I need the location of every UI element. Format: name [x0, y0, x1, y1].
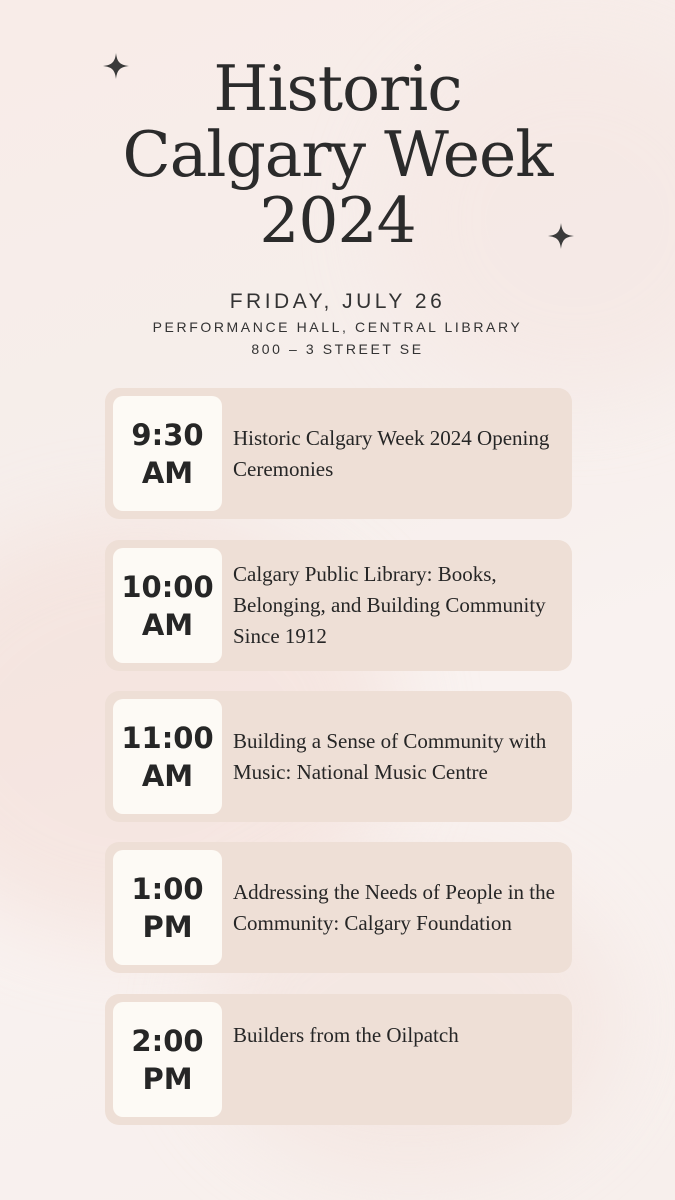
- session-title: Historic Calgary Week 2024 Opening Ceremonies: [233, 425, 550, 481]
- time-period: AM: [141, 455, 194, 490]
- schedule-item: [105, 994, 572, 1125]
- page-title: [0, 52, 675, 257]
- session-title: Builders from the Oilpatch: [233, 1023, 459, 1047]
- title-line: Calgary Week: [122, 118, 553, 191]
- event-date: FRIDAY, JULY 26: [229, 290, 446, 313]
- time-box: [113, 850, 222, 965]
- time-period: AM: [141, 607, 194, 642]
- title-line: 2024: [259, 184, 416, 257]
- session-title: Building a Sense of Community with Music: National Music Centre: [233, 728, 547, 784]
- event-venue: PERFORMANCE HALL, CENTRAL LIBRARY: [152, 319, 523, 335]
- time-value: 9:30: [131, 417, 204, 452]
- time-value: 2:00: [131, 1023, 204, 1058]
- session-title: Addressing the Needs of People in the Community: Calgary Foundation: [233, 879, 555, 935]
- schedule-item: [105, 842, 572, 973]
- time-period: AM: [141, 758, 194, 793]
- schedule-item: [105, 388, 572, 519]
- time-box: [113, 548, 222, 663]
- time-period: PM: [142, 909, 193, 944]
- time-value: 10:00: [121, 569, 214, 604]
- time-value: 1:00: [131, 871, 204, 906]
- time-box: [113, 396, 222, 511]
- time-value: 11:00: [121, 720, 214, 755]
- time-period: PM: [142, 1061, 193, 1096]
- schedule-item: [105, 691, 572, 822]
- time-box: [113, 1002, 222, 1117]
- schedule-item: [105, 540, 572, 671]
- event-address: 800 – 3 STREET SE: [251, 341, 424, 357]
- session-title: Calgary Public Library: Books, Belonging, and Building Community Since 1912: [233, 562, 546, 648]
- title-line: Historic: [213, 52, 462, 125]
- time-box: [113, 699, 222, 814]
